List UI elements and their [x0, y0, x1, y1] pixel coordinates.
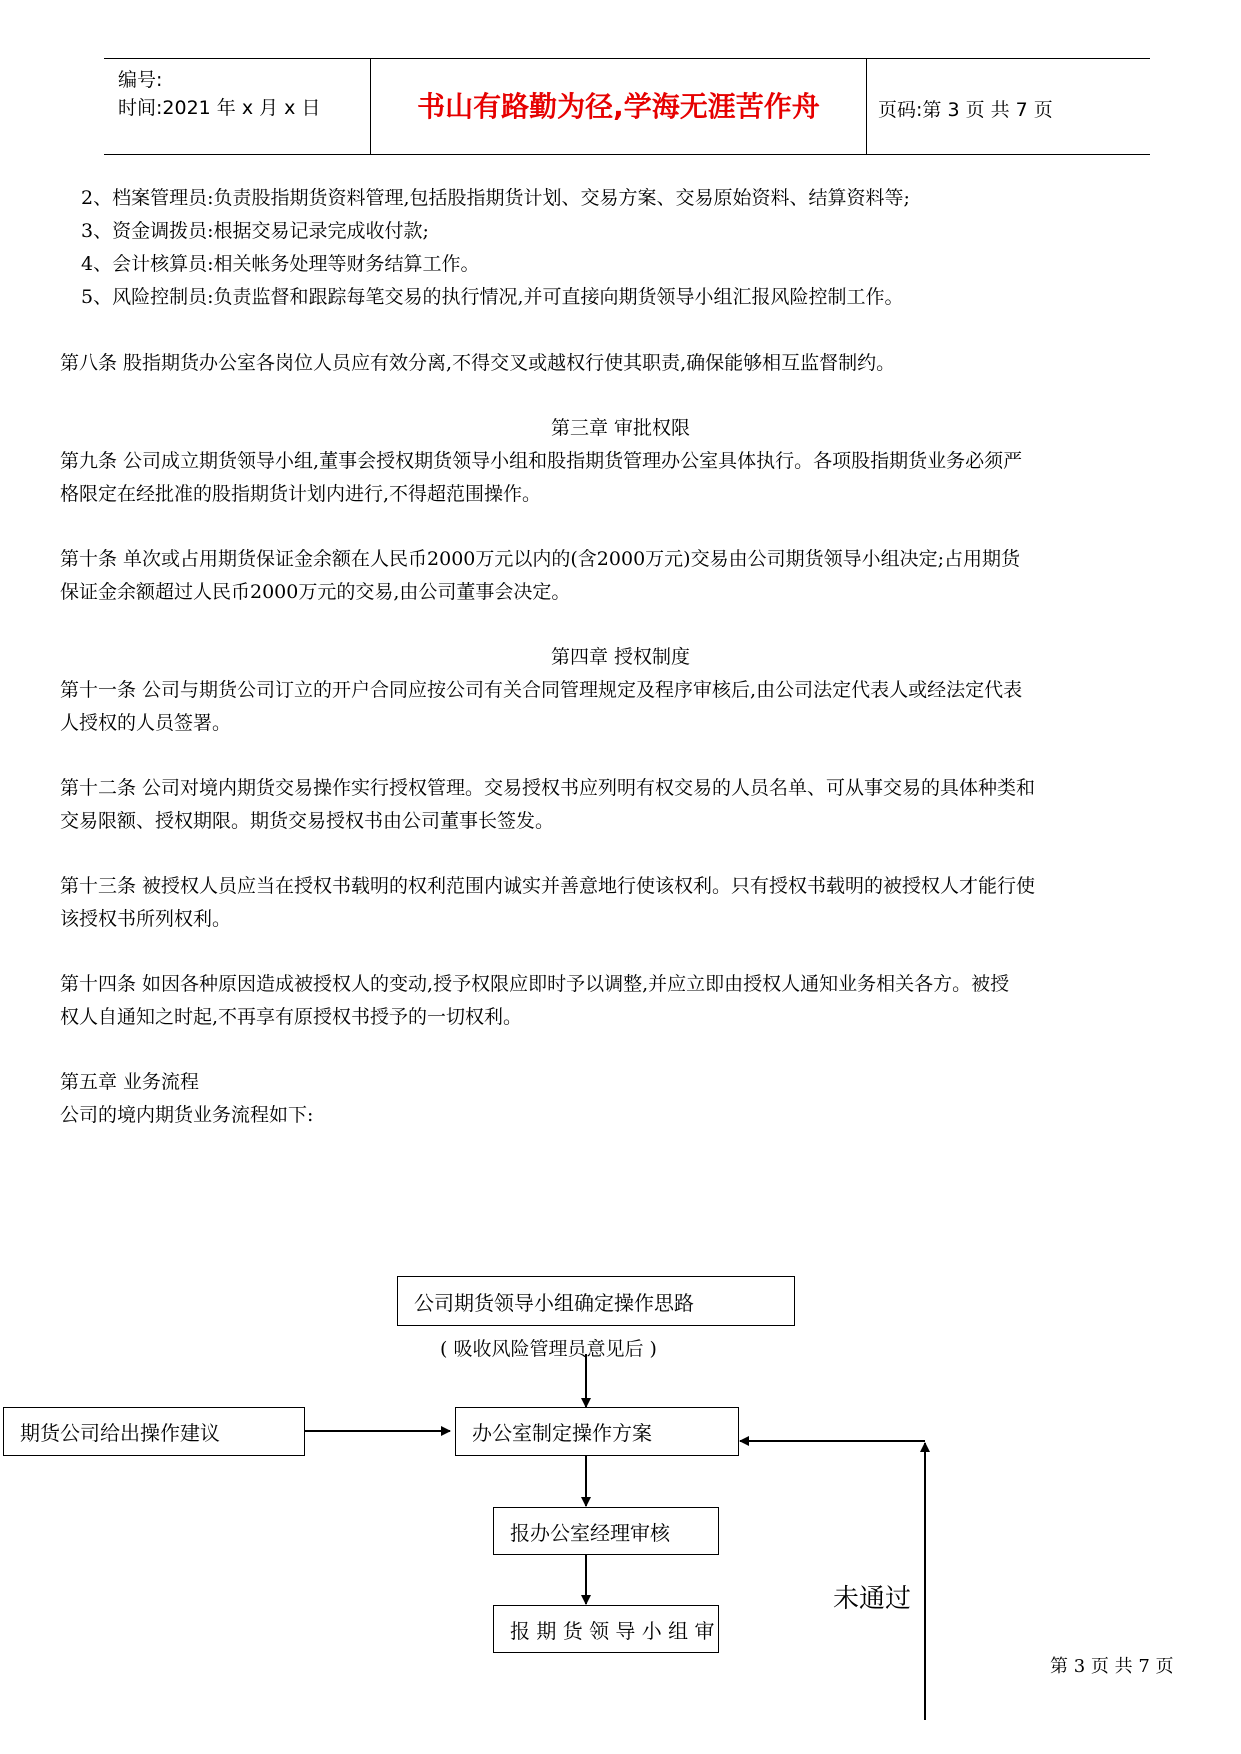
article-13-line-2: 该授权书所列权利。	[60, 908, 232, 930]
flow-box-leadership-note: ( 吸收风险管理员意见后 )	[440, 1338, 657, 1360]
article-10-line-2: 保证金余额超过人民币2000万元的交易,由公司董事会决定。	[60, 581, 571, 603]
flow-box-leadership-strategy-label: 公司期货领导小组确定操作思路	[414, 1290, 694, 1315]
flow-box-leadership-review-label: 报 期 货 领 导 小 组 审	[510, 1618, 715, 1643]
header-left-cell	[104, 59, 370, 154]
header-center-cell	[370, 59, 867, 154]
flow-intro: 公司的境内期货业务流程如下:	[60, 1104, 314, 1126]
flow-box-manager-review	[493, 1507, 719, 1555]
article-8: 第八条 股指期货办公室各岗位人员应有效分离,不得交叉或越权行使其职责,确保能够相互监督制约。	[60, 352, 896, 374]
flow-box-leadership-review	[493, 1605, 719, 1653]
page-header	[104, 58, 1150, 155]
list-item-accountant: 4、会计核算员:相关帐务处理等财务结算工作。	[81, 253, 480, 275]
article-11-line-2: 人授权的人员签署。	[60, 712, 232, 734]
header-motto: 书山有路勤为径,学海无涯苦作舟	[417, 90, 820, 123]
document-number-label: 编号:	[118, 69, 163, 91]
list-item-archive-manager: 2、档案管理员:负责股指期货资料管理,包括股指期货计划、交易方案、交易原始资料、结算资料等;	[81, 187, 910, 209]
flow-box-broker-advice	[3, 1407, 305, 1456]
chapter-5-heading: 第五章 业务流程	[60, 1071, 200, 1093]
article-12-line-1: 第十二条 公司对境内期货交易操作实行授权管理。交易授权书应列明有权交易的人员名单、可从事交易的具体种类和	[60, 777, 1036, 799]
chapter-4-heading: 第四章 授权制度	[550, 646, 691, 668]
flow-box-manager-review-label: 报办公室经理审核	[510, 1520, 670, 1545]
article-12-line-2: 交易限额、授权期限。期货交易授权书由公司董事长签发。	[60, 810, 555, 832]
chapter-3-heading: 第三章 审批权限	[550, 417, 691, 439]
article-9-line-1: 第九条 公司成立期货领导小组,董事会授权期货领导小组和股指期货管理办公室具体执行。各项股指期货业务必须严	[60, 450, 1023, 472]
article-13-line-1: 第十三条 被授权人员应当在授权书载明的权利范围内诚实并善意地行使该权利。只有授权书载明的被授权人才能行使	[60, 875, 1036, 897]
flow-box-office-plan	[455, 1407, 739, 1456]
header-page-number: 页码:第 3 页 共 7 页	[878, 99, 1053, 121]
document-time-label: 时间:2021 年 x 月 x 日	[118, 97, 321, 119]
list-item-risk-controller: 5、风险控制员:负责监督和跟踪每笔交易的执行情况,并可直接向期货领导小组汇报风险控制工作。	[81, 286, 904, 308]
feedback-fail-label: 未通过	[833, 1584, 912, 1614]
flow-box-leadership-strategy	[397, 1276, 795, 1326]
article-14-line-1: 第十四条 如因各种原因造成被授权人的变动,授予权限应即时予以调整,并应立即由授权人通知业务相关各方。被授	[60, 973, 1010, 995]
flow-box-office-plan-label: 办公室制定操作方案	[472, 1421, 652, 1445]
list-item-fund-allocator: 3、资金调拨员:根据交易记录完成收付款;	[81, 220, 429, 242]
article-10-line-1: 第十条 单次或占用期货保证金余额在人民币2000万元以内的(含2000万元)交易由公司期货领导小组决定;占用期货	[60, 548, 1020, 570]
article-14-line-2: 权人自通知之时起,不再享有原授权书授予的一切权利。	[60, 1006, 523, 1028]
header-right-cell	[866, 59, 1150, 154]
article-9-line-2: 格限定在经批准的股指期货计划内进行,不得超范围操作。	[60, 483, 542, 505]
page-footer: 第 3 页 共 7 页	[1050, 1656, 1174, 1677]
flow-box-broker-advice-label: 期货公司给出操作建议	[20, 1421, 220, 1445]
article-11-line-1: 第十一条 公司与期货公司订立的开户合同应按公司有关合同管理规定及程序审核后,由公司法定代表人或经法定代表	[60, 679, 1023, 701]
